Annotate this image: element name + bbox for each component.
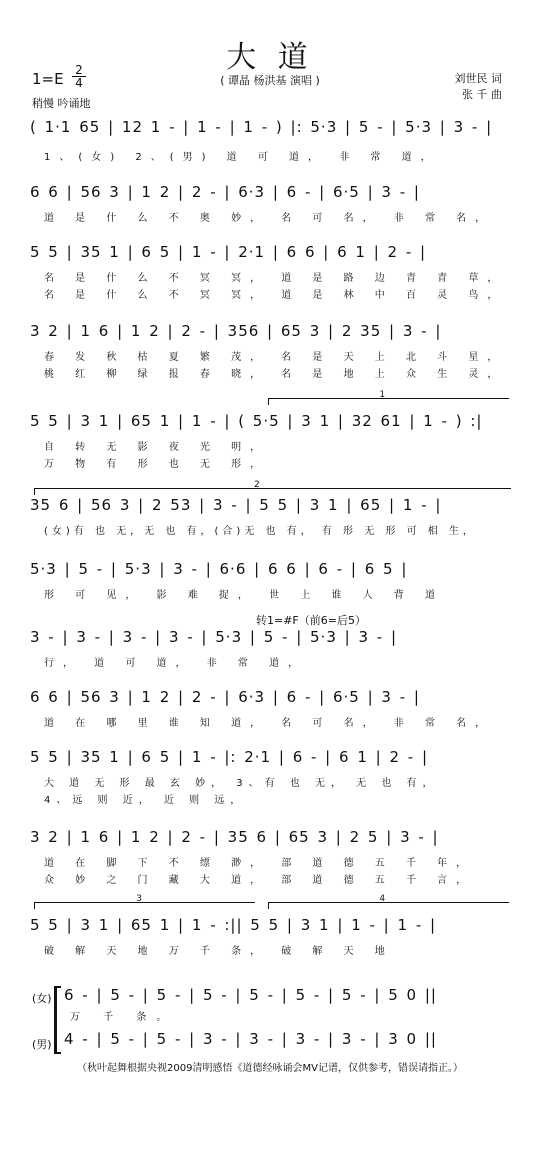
notation-line: 3 2 | 1 6 | 1 2 | 2 - | 35 6 | 65 3 | 2 5 | 3 - | — [30, 828, 439, 846]
lyric-line: 破 解 天 地 万 千 条， 破 解 天 地 — [44, 946, 394, 957]
notation-line: 3 - | 3 - | 3 - | 3 - | 5·3 | 5 - | 5·3 | 3 - | — [30, 628, 398, 646]
system-bracket — [54, 986, 61, 1054]
notation-line: 5 5 | 3 1 | 65 1 | 1 - | ( 5·5 | 3 1 | 32 61 | 1 - ) :| — [30, 412, 483, 430]
female-part-label: (女) — [32, 992, 52, 1005]
notation-line: 6 6 | 56 3 | 1 2 | 2 - | 6·3 | 6 - | 6·5 | 3 - | — [30, 688, 420, 706]
volta-bracket-3: 3 — [34, 902, 255, 909]
female-notation-line: 6 - | 5 - | 5 - | 5 - | 5 - | 5 - | 5 - | 5 0 || — [64, 986, 437, 1004]
notation-line: 6 6 | 56 3 | 1 2 | 2 - | 6·3 | 6 - | 6·5 | 3 - | — [30, 183, 420, 201]
notation-line: 5 5 | 3 1 | 65 1 | 1 - :|| 5 5 | 3 1 | 1 - | 1 - | — [30, 916, 437, 934]
lyric-line: 桃 红 柳 绿 报 春 晓， 名 是 地 上 众 生 灵， — [44, 369, 507, 380]
singers-credit: ( 谭晶 杨洪基 演唱 ) — [220, 74, 320, 87]
male-part-label: (男) — [32, 1038, 52, 1051]
lyric-line: 万 物 有 形 也 无 形， — [44, 459, 270, 470]
lyric-line: 道 在 脚 下 不 缥 渺， 部 道 德 五 千 年， — [44, 858, 476, 869]
notation-line: 5 5 | 35 1 | 6 5 | 1 - |: 2·1 | 6 - | 6 1 | 2 - | — [30, 748, 428, 766]
song-title: 大 道 — [226, 40, 314, 75]
key-signature: 1=E — [32, 70, 64, 88]
volta-bracket-2: 2 — [34, 488, 511, 495]
lyric-line: 行， 道 可 道， 非 常 道， — [44, 658, 308, 669]
footnote: （秋叶起舞根据央视2009清明感悟《道德经咏诵会MV记谱，仅供参考，错误请指正。） — [77, 1063, 463, 1074]
lyric-line: 道 是 什 么 不 奥 妙， 名 可 名， 非 常 名， — [44, 213, 495, 224]
notation-line: 35 6 | 56 3 | 2 53 | 3 - | 5 5 | 3 1 | 65 | 1 - | — [30, 496, 442, 514]
notation-line: 5 5 | 35 1 | 6 5 | 1 - | 2·1 | 6 6 | 6 1 | 2 - | — [30, 243, 427, 261]
lyricist-credit: 刘世民 词 — [454, 72, 502, 85]
female-lyric-line: 万 千 条。 — [70, 1012, 177, 1023]
lyric-line: 道 在 哪 里 谁 知 道， 名 可 名， 非 常 名， — [44, 718, 495, 729]
lyric-line: (女)有 也 无，无 也 有，(合)无 也 有， 有 形 无 形 可 相 生， — [44, 526, 477, 537]
lyric-line: 众 妙 之 门 藏 大 道， 部 道 德 五 千 言， — [44, 875, 476, 886]
male-notation-line: 4 - | 5 - | 5 - | 3 - | 3 - | 3 - | 3 - | 3 0 || — [64, 1030, 437, 1048]
notation-line: ( 1·1 65 | 12 1 - | 1 - | 1 - ) |: 5·3 | 5 - | 5·3 | 3 - | — [30, 118, 493, 136]
final-duet-system — [0, 986, 540, 1056]
time-signature: 2 4 — [72, 64, 86, 89]
lyric-line: 形 可 见， 影 难 捉， 世 上 谁 人 背 道 — [44, 590, 444, 601]
lyric-line: 1、(女) 2、(男) 道 可 道， 非 常 道， — [44, 152, 440, 163]
lyric-line: 4、远 则 近， 近 则 远， — [44, 795, 247, 806]
tempo-marking: 稍慢 吟诵地 — [32, 97, 91, 110]
composer-credit: 张 千 曲 — [462, 88, 502, 101]
volta-bracket-4: 4 — [268, 902, 509, 909]
lyric-line: 春 发 秋 枯 夏 繁 茂， 名 是 天 上 北 斗 星， — [44, 352, 507, 363]
notation-line: 5·3 | 5 - | 5·3 | 3 - | 6·6 | 6 6 | 6 - | 6 5 | — [30, 560, 408, 578]
volta-bracket-1: 1 — [268, 398, 509, 405]
lyric-line: 名 是 什 么 不 冥 冥， 道 是 路 边 青 青 草， — [44, 273, 507, 284]
lyric-line: 大 道 无 形 最 玄 妙， 3、有 也 无， 无 也 有， — [44, 778, 439, 789]
lyric-line: 自 转 无 影 夜 光 明， — [44, 442, 270, 453]
notation-line: 3 2 | 1 6 | 1 2 | 2 - | 356 | 65 3 | 2 35 | 3 - | — [30, 322, 442, 340]
modulation-marking: 转1=#F（前6=后5） — [256, 614, 366, 627]
lyric-line: 名 是 什 么 不 冥 冥， 道 是 林 中 百 灵 鸟， — [44, 290, 507, 301]
